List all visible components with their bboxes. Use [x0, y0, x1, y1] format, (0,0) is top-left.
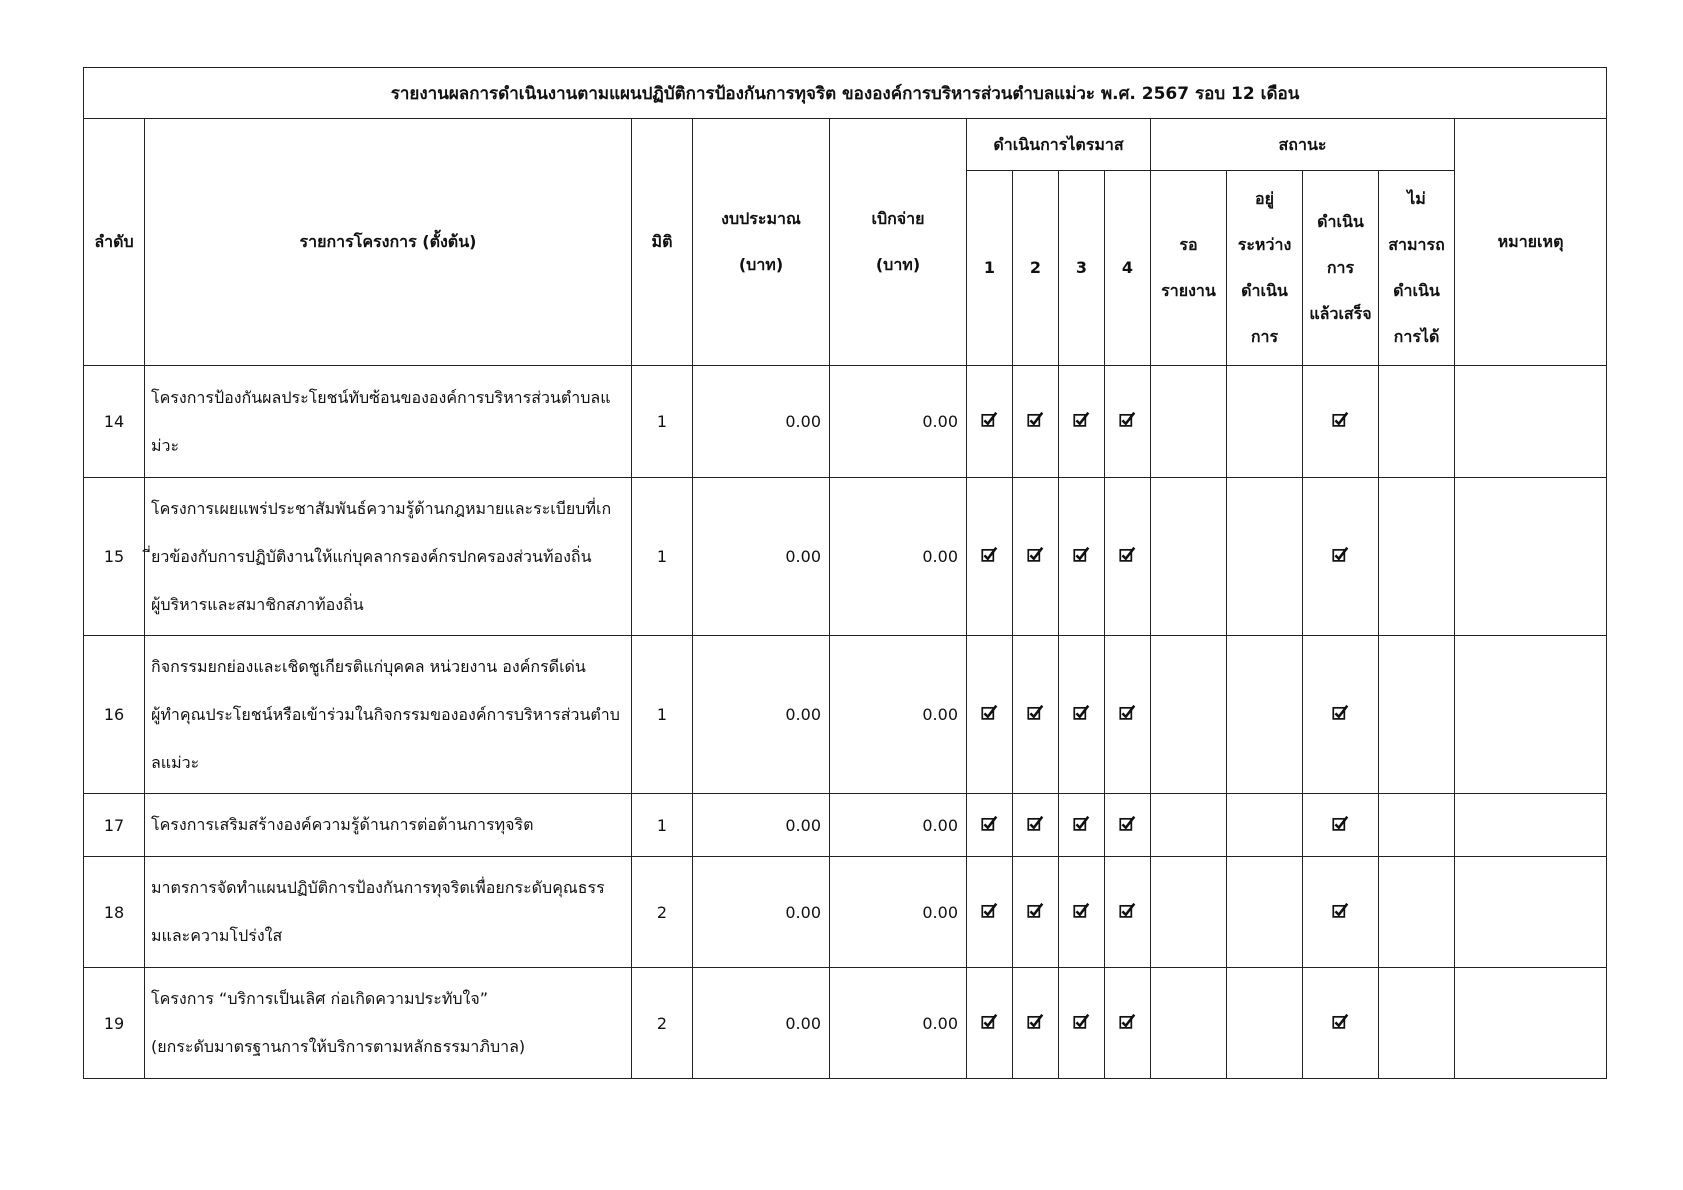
- status-done-cell: [1303, 857, 1379, 968]
- status-done-line1: ดำเนิน: [1317, 212, 1364, 231]
- table-row: [84, 366, 1607, 478]
- status-done-line3: แล้วเสร็จ: [1309, 304, 1372, 323]
- checked-box-icon: [981, 1013, 998, 1030]
- checked-box-icon: [1073, 546, 1090, 563]
- quarter-2-cell: [1013, 794, 1059, 857]
- header-order: ลำดับ: [84, 119, 145, 366]
- row-project: [145, 794, 632, 857]
- quarter-3-cell: [1059, 968, 1105, 1079]
- checked-box-icon: [1027, 1013, 1044, 1030]
- row-spent: 0.00: [830, 366, 967, 478]
- row-order: 19: [84, 968, 145, 1079]
- status-waiting-cell: [1151, 857, 1227, 968]
- header-spent-line2: (บาท): [875, 255, 921, 274]
- quarter-4-cell: [1105, 794, 1151, 857]
- checked-box-icon: [1119, 902, 1136, 919]
- status-inprogress-cell: [1227, 366, 1303, 478]
- project-line: โครงการเผยแพร่ประชาสัมพันธ์ความรู้ด้านกฎหมายและระเบียบที่เก: [151, 498, 612, 518]
- header-spent: [830, 119, 967, 366]
- status-inprogress-cell: [1227, 857, 1303, 968]
- row-spent: 0.00: [830, 636, 967, 794]
- row-project: [145, 968, 632, 1079]
- status-unable-cell: [1379, 857, 1455, 968]
- remarks-cell: [1455, 857, 1607, 968]
- quarter-1-cell: [967, 857, 1013, 968]
- row-spent: 0.00: [830, 478, 967, 636]
- status-waiting-cell: [1151, 636, 1227, 794]
- status-done-line2: การ: [1326, 258, 1355, 277]
- quarter-3-cell: [1059, 366, 1105, 478]
- checked-box-icon: [1027, 411, 1044, 428]
- project-line: โครงการ “บริการเป็นเลิศ ก่อเกิดความประทับใจ”: [151, 989, 489, 1008]
- row-project: [145, 636, 632, 794]
- quarter-1-cell: [967, 366, 1013, 478]
- status-unable-cell: [1379, 478, 1455, 636]
- status-waiting-cell: [1151, 366, 1227, 478]
- status-unable-line3: ดำเนิน: [1393, 281, 1440, 300]
- quarter-4-cell: [1105, 478, 1151, 636]
- row-spent: 0.00: [830, 857, 967, 968]
- checked-box-icon: [1073, 411, 1090, 428]
- checked-box-icon: [1332, 815, 1349, 832]
- table-row: [84, 794, 1607, 857]
- quarter-4-cell: [1105, 636, 1151, 794]
- status-inprogress-cell: [1227, 794, 1303, 857]
- checked-box-icon: [1073, 1013, 1090, 1030]
- table-row: [84, 968, 1607, 1079]
- checked-box-icon: [1027, 902, 1044, 919]
- row-budget: 0.00: [693, 478, 830, 636]
- header-remarks: หมายเหตุ: [1455, 119, 1607, 366]
- header-spent-line1: เบิกจ่าย: [871, 209, 925, 228]
- table-row: [84, 636, 1607, 794]
- quarter-4-cell: [1105, 366, 1151, 478]
- checked-box-icon: [981, 902, 998, 919]
- quarter-3-cell: [1059, 857, 1105, 968]
- project-line: ผู้บริหารและสมาชิกสภาท้องถิ่น: [151, 594, 364, 614]
- status-unable-cell: [1379, 636, 1455, 794]
- header-status-inprogress: [1227, 171, 1303, 366]
- status-unable-line1: ไม่: [1407, 189, 1426, 208]
- header-project: รายการโครงการ (ตั้งต้น): [145, 119, 632, 366]
- row-dimension: 1: [632, 366, 693, 478]
- row-spent: 0.00: [830, 968, 967, 1079]
- status-done-cell: [1303, 366, 1379, 478]
- checked-box-icon: [1073, 902, 1090, 919]
- table-row: [84, 857, 1607, 968]
- status-inprogress-cell: [1227, 636, 1303, 794]
- status-unable-cell: [1379, 968, 1455, 1079]
- status-inprogress-cell: [1227, 968, 1303, 1079]
- row-dimension: 1: [632, 636, 693, 794]
- project-line: ลแม่วะ: [151, 752, 200, 772]
- project-line: มและความโปร่งใส: [151, 926, 283, 945]
- quarter-1-cell: [967, 478, 1013, 636]
- quarter-2-cell: [1013, 857, 1059, 968]
- status-done-cell: [1303, 478, 1379, 636]
- status-inprogress-line2: ระหว่าง: [1237, 235, 1292, 254]
- header-status-done: [1303, 171, 1379, 366]
- row-dimension: 1: [632, 478, 693, 636]
- status-waiting-cell: [1151, 478, 1227, 636]
- checked-box-icon: [1119, 411, 1136, 428]
- quarter-3-cell: [1059, 478, 1105, 636]
- header-quarters-group: ดำเนินการไตรมาส: [967, 119, 1151, 171]
- report-title: รายงานผลการดำเนินงานตามแผนปฏิบัติการป้องกันการทุจริต ขององค์การบริหารส่วนตำบลแม่วะ พ.ศ. 2567 รอบ 12 เดือน: [84, 68, 1607, 119]
- status-waiting-cell: [1151, 794, 1227, 857]
- project-line: ผู้ทำคุณประโยชน์หรือเข้าร่วมในกิจกรรมขององค์การบริหารส่วนตำบ: [151, 704, 620, 724]
- checked-box-icon: [1073, 815, 1090, 832]
- project-line: กิจกรรมยกย่องและเชิดชูเกียรติแก่บุคคล หน่วยงาน องค์กรดีเด่น: [151, 656, 586, 676]
- checked-box-icon: [1119, 704, 1136, 721]
- quarter-1-cell: [967, 968, 1013, 1079]
- project-line: ม่วะ: [151, 435, 180, 455]
- quarter-2-cell: [1013, 636, 1059, 794]
- header-status-group: สถานะ: [1151, 119, 1455, 171]
- checked-box-icon: [1119, 546, 1136, 563]
- checked-box-icon: [1332, 411, 1349, 428]
- header-quarter-3: 3: [1059, 171, 1105, 366]
- row-spent: 0.00: [830, 794, 967, 857]
- status-waiting-line1: รอ: [1179, 235, 1198, 254]
- checked-box-icon: [981, 411, 998, 428]
- checked-box-icon: [1332, 902, 1349, 919]
- header-status-waiting: [1151, 171, 1227, 366]
- report-page: [83, 67, 1607, 1079]
- checked-box-icon: [1332, 1013, 1349, 1030]
- remarks-cell: [1455, 968, 1607, 1079]
- status-unable-cell: [1379, 794, 1455, 857]
- table-row: [84, 478, 1607, 636]
- quarter-1-cell: [967, 636, 1013, 794]
- row-dimension: 2: [632, 857, 693, 968]
- header-status-unable: [1379, 171, 1455, 366]
- row-order: 16: [84, 636, 145, 794]
- project-line: มาตรการจัดทำแผนปฏิบัติการป้องกันการทุจริตเพื่อยกระดับคุณธรร: [151, 878, 605, 897]
- status-unable-line2: สามารถ: [1388, 235, 1445, 254]
- quarter-1-cell: [967, 794, 1013, 857]
- checked-box-icon: [1119, 1013, 1136, 1030]
- row-project: [145, 857, 632, 968]
- header-quarter-4: 4: [1105, 171, 1151, 366]
- project-line: โครงการป้องกันผลประโยชน์ทับซ้อนขององค์การบริหารส่วนตำบลแ: [151, 387, 611, 407]
- header-dimension: มิติ: [632, 119, 693, 366]
- row-dimension: 2: [632, 968, 693, 1079]
- status-waiting-line2: รายงาน: [1161, 281, 1216, 300]
- row-project: [145, 366, 632, 478]
- quarter-4-cell: [1105, 968, 1151, 1079]
- project-line: (ยกระดับมาตรฐานการให้บริการตามหลักธรรมาภิบาล): [151, 1037, 526, 1056]
- status-waiting-cell: [1151, 968, 1227, 1079]
- row-order: 15: [84, 478, 145, 636]
- quarter-2-cell: [1013, 478, 1059, 636]
- header-budget-line2: (บาท): [738, 255, 784, 274]
- checked-box-icon: [981, 546, 998, 563]
- checked-box-icon: [1027, 815, 1044, 832]
- remarks-cell: [1455, 636, 1607, 794]
- checked-box-icon: [1119, 815, 1136, 832]
- row-order: 14: [84, 366, 145, 478]
- status-inprogress-line3: ดำเนิน: [1241, 281, 1288, 300]
- project-line: โครงการเสริมสร้างองค์ความรู้ด้านการต่อต้านการทุจริต: [151, 815, 534, 834]
- checked-box-icon: [981, 815, 998, 832]
- status-inprogress-line1: อยู่: [1255, 189, 1274, 208]
- row-budget: 0.00: [693, 794, 830, 857]
- quarter-3-cell: [1059, 794, 1105, 857]
- quarter-2-cell: [1013, 968, 1059, 1079]
- remarks-cell: [1455, 366, 1607, 478]
- status-unable-line4: การได้: [1393, 327, 1440, 346]
- header-budget-line1: งบประมาณ: [721, 209, 801, 228]
- checked-box-icon: [1027, 704, 1044, 721]
- quarter-2-cell: [1013, 366, 1059, 478]
- row-order: 17: [84, 794, 145, 857]
- report-table: [83, 67, 1607, 1079]
- checked-box-icon: [981, 704, 998, 721]
- row-budget: 0.00: [693, 366, 830, 478]
- checked-box-icon: [1332, 546, 1349, 563]
- header-quarter-2: 2: [1013, 171, 1059, 366]
- row-budget: 0.00: [693, 857, 830, 968]
- remarks-cell: [1455, 478, 1607, 636]
- row-dimension: 1: [632, 794, 693, 857]
- project-line: ี่ยวข้องกับการปฏิบัติงานให้แก่บุคลากรองค์กรปกครองส่วนท้องถิ่น: [151, 546, 592, 566]
- status-done-cell: [1303, 636, 1379, 794]
- header-quarter-1: 1: [967, 171, 1013, 366]
- status-done-cell: [1303, 968, 1379, 1079]
- status-inprogress-line4: การ: [1250, 327, 1279, 346]
- header-budget: [693, 119, 830, 366]
- quarter-3-cell: [1059, 636, 1105, 794]
- status-inprogress-cell: [1227, 478, 1303, 636]
- row-order: 18: [84, 857, 145, 968]
- remarks-cell: [1455, 794, 1607, 857]
- row-project: [145, 478, 632, 636]
- quarter-4-cell: [1105, 857, 1151, 968]
- row-budget: 0.00: [693, 968, 830, 1079]
- checked-box-icon: [1027, 546, 1044, 563]
- checked-box-icon: [1073, 704, 1090, 721]
- status-unable-cell: [1379, 366, 1455, 478]
- checked-box-icon: [1332, 704, 1349, 721]
- status-done-cell: [1303, 794, 1379, 857]
- row-budget: 0.00: [693, 636, 830, 794]
